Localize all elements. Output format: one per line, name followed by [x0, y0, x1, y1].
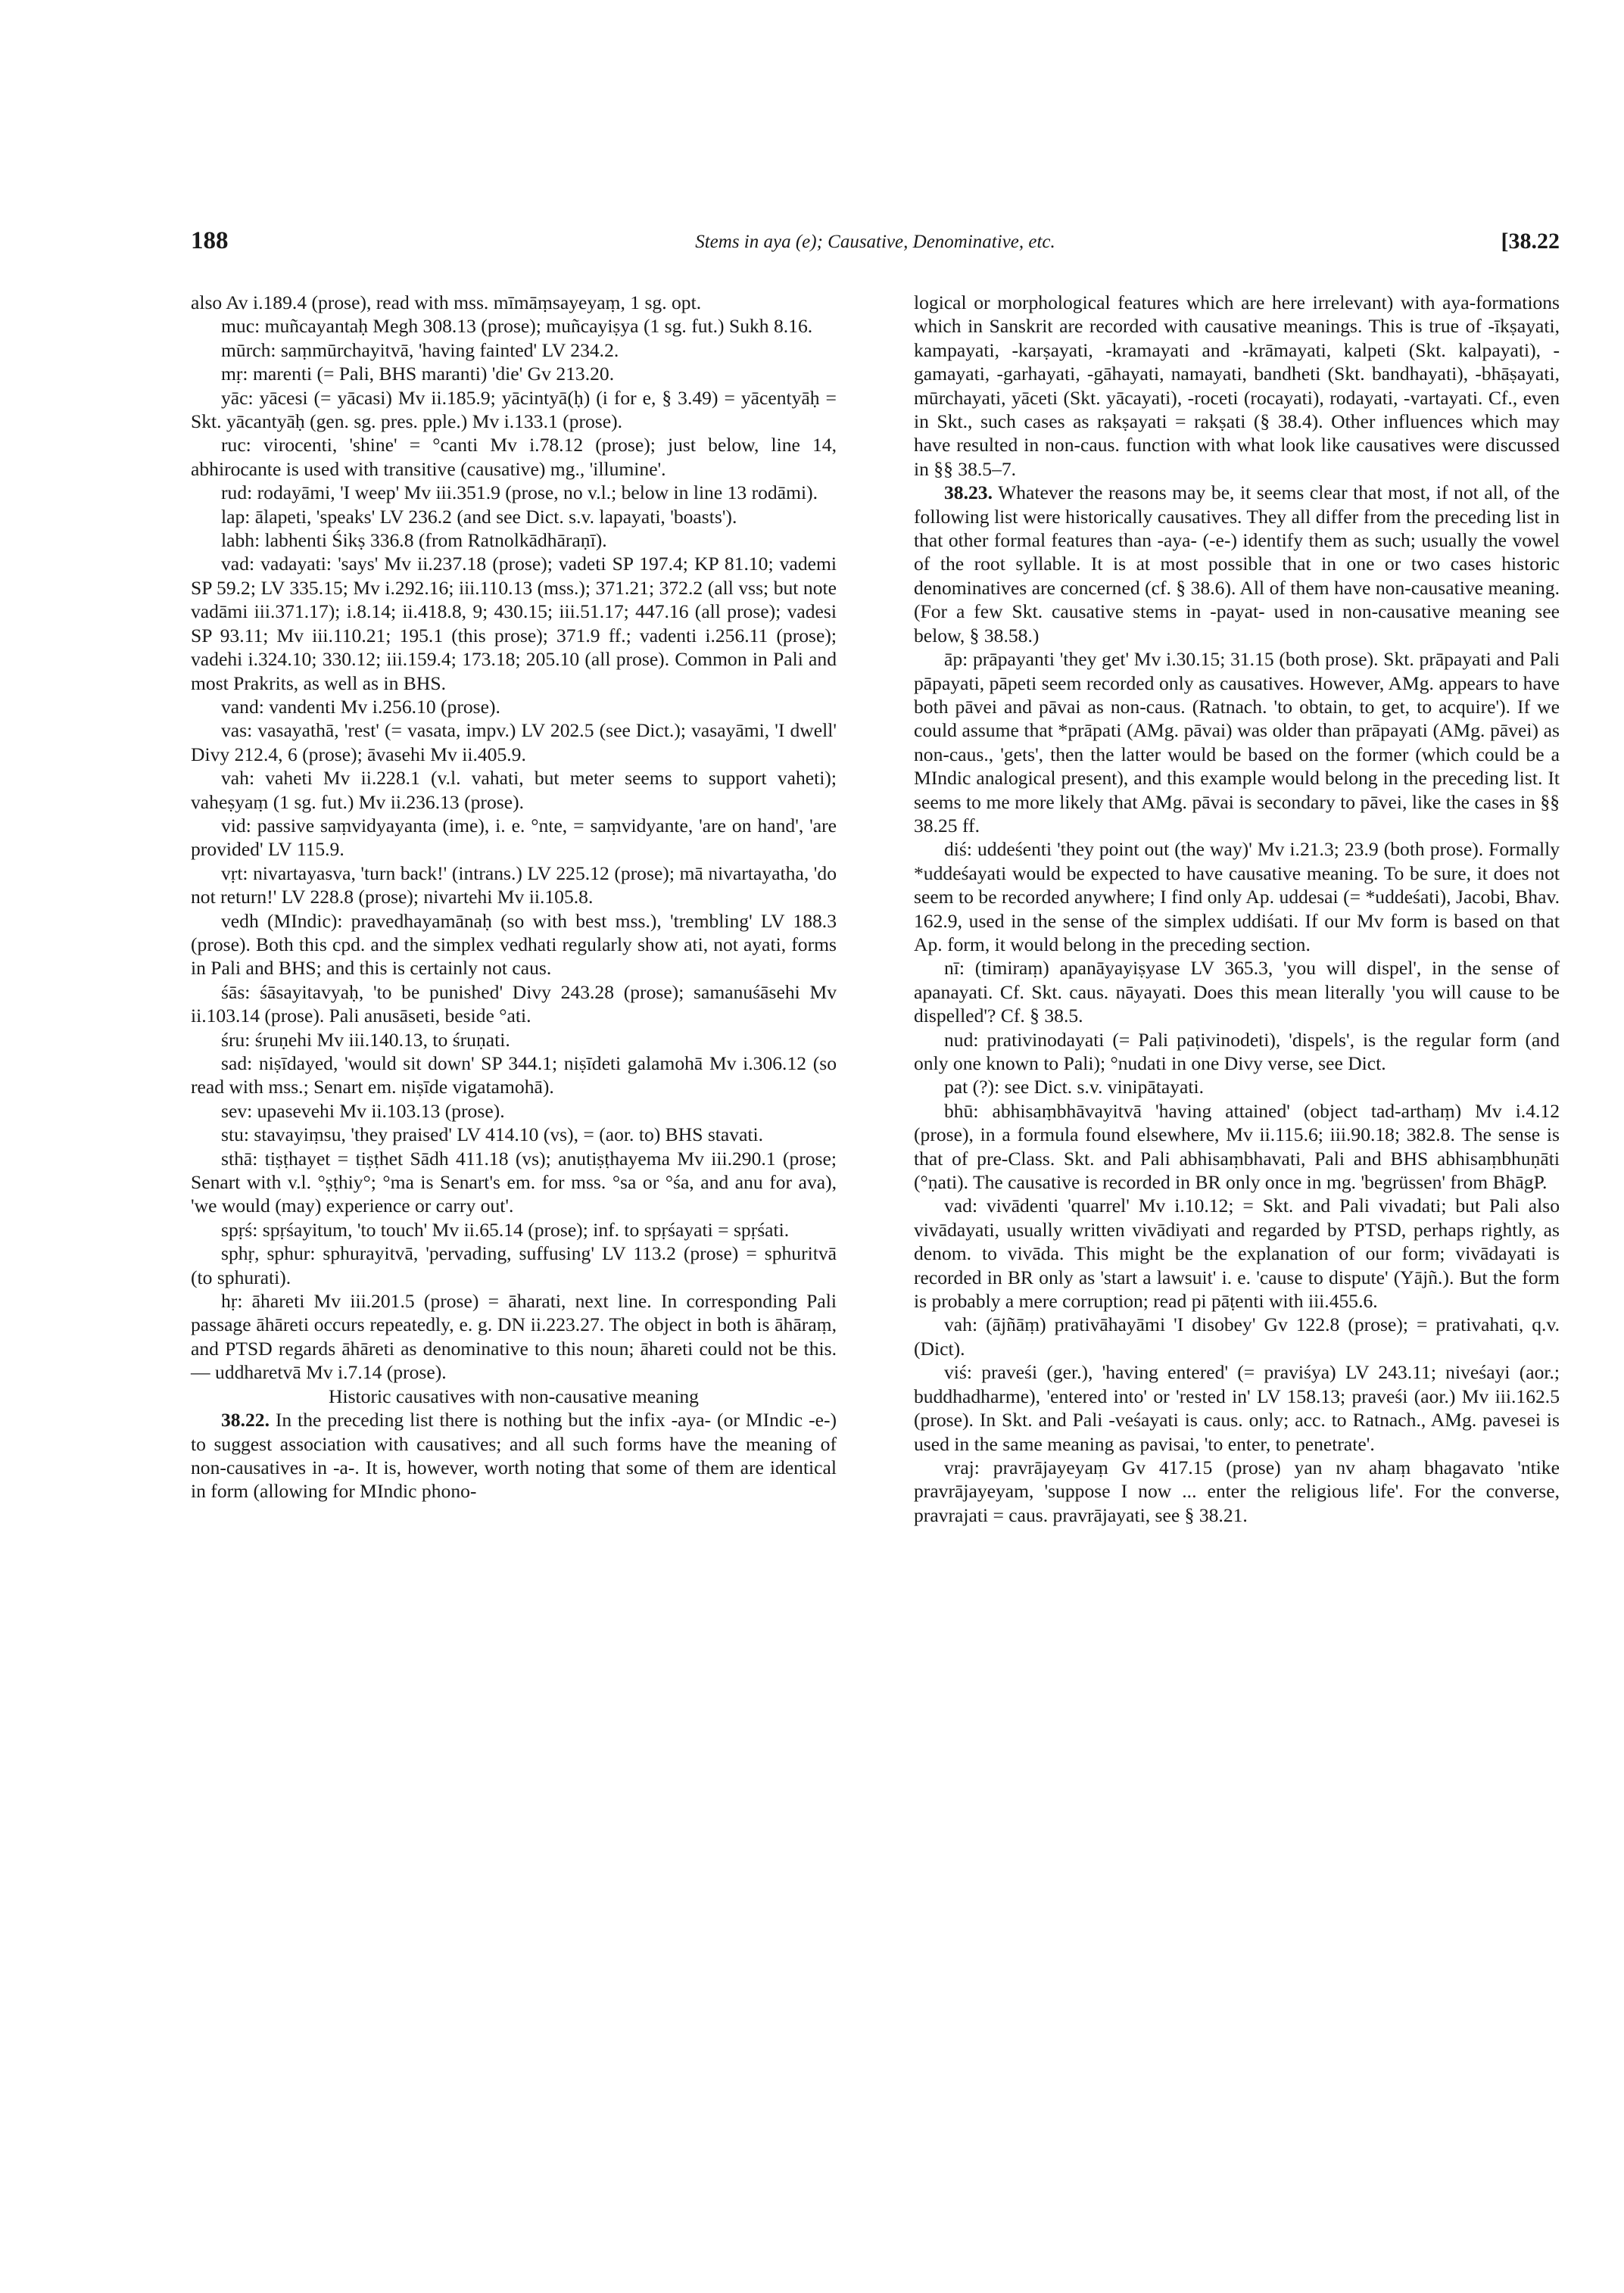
- lexical-entry: mūrch: saṃmūrchayitvā, 'having fainted' LV 234.2.: [221, 338, 619, 361]
- lexical-entry: vedh (MIndic): pravedhayamānaḥ (so with best mss.), 'trembling' LV 188.3 (prose). Both this cpd. and the simplex vedhati regularly show ati, not ayati, forms in Pali and BHS; and this is certainly not caus.: [191, 909, 837, 980]
- section-number: 38.23.: [944, 481, 993, 504]
- section-text: In the preceding list there is nothing but the infix -aya- (or MIndic -e-) to suggest association with causatives; and all such forms have the meaning of non-causatives in -a-. It is, however, worth noting that some of them are identical in form (allowing for MIndic phono-: [191, 1409, 837, 1503]
- lexical-entry: vas: vasayathā, 'rest' (= vasata, impv.) LV 202.5 (see Dict.); vasayāmi, 'I dwell' Divy 212.4, 6 (prose); āvasehi Mv ii.405.9.: [191, 719, 837, 765]
- lexical-entry: muc: muñcayantaḥ Megh 308.13 (prose); muñcayiṣya (1 sg. fut.) Sukh 8.16.: [221, 315, 813, 338]
- lexical-entry: vraj: pravrājayeyaṃ Gv 417.15 (prose) yan nv ahaṃ bhagavato 'ntike pravrājayeyam, 'suppose I now ... enter the religious life'. For the converse, pravrajati = caus. pravrājayati, see § 38.21.: [914, 1456, 1560, 1526]
- lexical-entry: viś: praveśi (ger.), 'having entered' (= praviśya) LV 243.11; niveśayi (aor.; buddhadharme), 'entered into' or 'rested in' LV 158.13; praveśi (aor.) Mv iii.162.5 (prose). In Skt. and Pali -veśayati is caus. only; acc. to Ratnach., AMg. pavesei is used in the same meaning as pavisai, 'to enter, to penetrate'.: [914, 1361, 1560, 1455]
- section-38-22: [191, 1408, 837, 1503]
- lexical-entry: vad: vadayati: 'says' Mv ii.237.18 (prose); vadeti SP 197.4; KP 81.10; vademi SP 59.2; LV 335.15; Mv i.292.16; iii.110.13 (mss.); 371.21; 372.2 (all vss; but note vadāmi iii.371.17); i.8.14; ii.418.8, 9; 430.15; iii.51.17; 447.16 (all prose); vadesi SP 93.11; Mv iii.110.21; 195.1 (this prose); 371.9 ff.; vadenti i.256.11 (prose); vadehi i.324.10; 330.12; iii.159.4; 173.18; 205.10 (all prose). Common in Pali and most Prakrits, as well as in BHS.: [191, 553, 837, 694]
- continued-paragraph: logical or morphological features which are here irrelevant) with aya-formations which in Sanskrit are recorded with causative meanings. This is true of -īkṣayati, kampayati, -karṣayati, -kramayati and -krāmayati, kalpeti (Skt. kalpayati), -gamayati, -garhayati, -gāhayati, namayati, bandheti (Skt. bandhayati), -bhāṣayati, mūrchayati, yāceti (Skt. yācayati), -roceti (rocayati), rodayati, -vartayati. Cf., even in Skt., such cases as rakṣayati = rakṣati (§ 38.4). Other influences which may have resulted in non-caus. function with what look like causatives were discussed in §§ 38.5–7.: [914, 291, 1560, 480]
- left-column: [191, 291, 837, 1503]
- lexical-entry: stu: stavayiṃsu, 'they praised' LV 414.10 (vs), = (aor. to) BHS stavati.: [221, 1123, 764, 1146]
- lexical-entry: vad: vivādenti 'quarrel' Mv i.10.12; = Skt. and Pali vivadati; but Pali also vivādayati, usually written vivādiyati and regarded by PTSD, perhaps rightly, as denom. to vivāda. This might be the explanation of our form; vivādayati is recorded in BR only as 'start a lawsuit' i. e. 'cause to dispute' (Yājñ.). But the form is probably a mere corruption; read pi pāṭenti with iii.455.6.: [914, 1195, 1560, 1313]
- right-entry-list: [914, 647, 1560, 1527]
- lexical-entry: śās: śāsayitavyaḥ, 'to be punished' Divy 243.28 (prose); samanuśāsehi Mv ii.103.14 (prose). Pali anusāseti, beside °ati.: [191, 980, 837, 1027]
- lexical-entry: also Av i.189.4 (prose), read with mss. mīmāṃsayeyaṃ, 1 sg. opt.: [191, 291, 702, 313]
- lexical-entry: pat (?): see Dict. s.v. vinipātayati.: [944, 1076, 1205, 1098]
- lexical-entry: ruc: virocenti, 'shine' = °canti Mv i.78.12 (prose); just below, line 14, abhirocante is used with transitive (causative) mg., 'illumine'.: [191, 434, 837, 480]
- lexical-entry: sad: niṣīdayed, 'would sit down' SP 344.1; niṣīdeti galamohā Mv i.306.12 (so read with mss.; Senart em. niṣīde vigatamohā).: [191, 1052, 837, 1098]
- lexical-entry: lap: ālapeti, 'speaks' LV 236.2 (and see Dict. s.v. lapayati, 'boasts').: [221, 505, 737, 528]
- section-reference: [38.22: [1501, 229, 1560, 254]
- lexical-entry: vah: vaheti Mv ii.228.1 (v.l. vahati, but meter seems to support vaheti); vaheṣyaṃ (1 sg. fut.) Mv ii.236.13 (prose).: [191, 767, 837, 813]
- lexical-entry: yāc: yācesi (= yācasi) Mv ii.185.9; yācintyā(ḥ) (i for e, § 3.49) = yācentyāḥ = Skt. yācantyāḥ (gen. sg. pres. pple.) Mv i.133.1 (prose).: [191, 386, 837, 433]
- page-number: 188: [191, 227, 229, 254]
- lexical-entry: sphṛ, sphur: sphurayitvā, 'pervading, suffusing' LV 113.2 (prose) = sphuritvā (to sphurati).: [191, 1242, 837, 1288]
- lexical-entry: vand: vandenti Mv i.256.10 (prose).: [221, 695, 500, 718]
- running-title: Stems in aya (e); Causative, Denominative, etc.: [695, 232, 1055, 252]
- lexical-entry: vah: (ājñāṃ) prativāhayāmi 'I disobey' Gv 122.8 (prose); = prativahati, q.v. (Dict).: [914, 1313, 1560, 1360]
- lexical-entry: nud: prativinodayati (= Pali paṭivinodeti), 'dispels', is the regular form (and only one known to Pali); °nudati in one Divy verse, see Dict.: [914, 1028, 1560, 1074]
- lexical-entry: hṛ: āhareti Mv iii.201.5 (prose) = āharati, next line. In corresponding Pali passage āhāreti occurs repeatedly, e. g. DN ii.223.27. The object in both is āhāraṃ, and PTSD regards āhāreti as denominative to this noun; āhareti could not be this. — uddharetvā Mv i.7.14 (prose).: [191, 1290, 837, 1384]
- lexical-entry: vṛt: nivartayasva, 'turn back!' (intrans.) LV 225.12 (prose); mā nivartayatha, 'do not return!' LV 228.8 (prose); nivartehi Mv ii.105.8.: [191, 861, 837, 908]
- running-header: [191, 227, 1560, 273]
- lexical-entry: labh: labhenti Śikṣ 336.8 (from Ratnolkādhāraṇī).: [221, 529, 607, 552]
- left-entry-list: [191, 291, 837, 1385]
- lexical-entry: nī: (timiraṃ) apanāyayiṣyase LV 365.3, 'you will dispel', in the sense of apanayati. Cf. Skt. caus. nāyayati. Does this mean literally 'you will cause to be dispelled'? Cf. § 38.5.: [914, 957, 1560, 1027]
- lexical-entry: rud: rodayāmi, 'I weep' Mv iii.351.9 (prose, no v.l.; below in line 13 rodāmi).: [221, 481, 818, 504]
- right-column: [914, 291, 1560, 1527]
- lexical-entry: āp: prāpayanti 'they get' Mv i.30.15; 31.15 (both prose). Skt. prāpayati and Pali pāpayati, pāpeti seem recorded only as causatives. However, AMg. appears to have both pāvei and pāvai as non-caus. (Ratnach. 'to obtain, to get, to acquire'). If we could assume that *prāpati (AMg. pāvai) was older than prāpayati (AMg. pāvei) as non-caus., 'gets', then the latter would be based on the former (which could be a MIndic analogical present), and this example would belong in the preceding list. It seems to me more likely that AMg. pāvai is secondary to pāvei, like the cases in §§ 38.25 ff.: [914, 648, 1560, 837]
- lexical-entry: diś: uddeśenti 'they point out (the way)' Mv i.21.3; 23.9 (both prose). Formally *uddeśayati would be expected to have causative meaning. To be sure, it does not seem to be recorded anywhere; I find only Ap. uddesai (= *uddeśati), Jacobi, Bhav. 162.9, used in the sense of the simplex uddiśati. If our Mv form is based on that Ap. form, it would belong in the preceding section.: [914, 838, 1560, 955]
- subheading: Historic causatives with non-causative meaning: [329, 1385, 699, 1407]
- lexical-entry: sthā: tiṣṭhayet = tiṣṭhet Sādh 411.18 (vs); anutiṣṭhayema Mv iii.290.1 (prose; Senart with v.l. °ṣṭhiy°; °ma is Senart's em. for mss. °sa or °śa, and anu for ava), 'we would (may) experience or carry out'.: [191, 1147, 837, 1217]
- lexical-entry: mṛ: marenti (= Pali, BHS maranti) 'die' Gv 213.20.: [221, 363, 615, 385]
- section-number: 38.22.: [221, 1409, 270, 1432]
- lexical-entry: sev: upasevehi Mv ii.103.13 (prose).: [221, 1099, 505, 1122]
- section-text: Whatever the reasons may be, it seems clear that most, if not all, of the following list were historically causatives. They all differ from the preceding list in that other formal features than -aya- (-e-) identify them as such; usually the vowel of the root syllable. It is at most possible that in one or two cases historic denominatives are concerned (cf. § 38.6). All of them have non-causative meaning. (For a few Skt. causative stems in -payat- used in non-causative meaning see below, § 38.58.): [914, 481, 1560, 646]
- lexical-entry: bhū: abhisaṃbhāvayitvā 'having attained' (object tad-arthaṃ) Mv i.4.12 (prose), in a formula found elsewhere, Mv ii.115.6; iii.90.18; 382.8. The sense is that of pre-Class. Skt. and Pali abhisaṃbhavati, Pali and BHS abhisaṃbhuṇāti (°ṇati). The causative is recorded in BR only once in mg. 'begrüssen' from BhāgP.: [914, 1099, 1560, 1194]
- lexical-entry: śru: śruṇehi Mv iii.140.13, to śruṇati.: [221, 1028, 510, 1051]
- lexical-entry: spṛś: spṛśayitum, 'to touch' Mv ii.65.14 (prose); inf. to spṛśayati = spṛśati.: [221, 1218, 790, 1241]
- section-38-23: [914, 481, 1560, 647]
- lexical-entry: vid: passive saṃvidyayanta (ime), i. e. °nte, = saṃvidyante, 'are on hand', 'are provided' LV 115.9.: [191, 814, 837, 861]
